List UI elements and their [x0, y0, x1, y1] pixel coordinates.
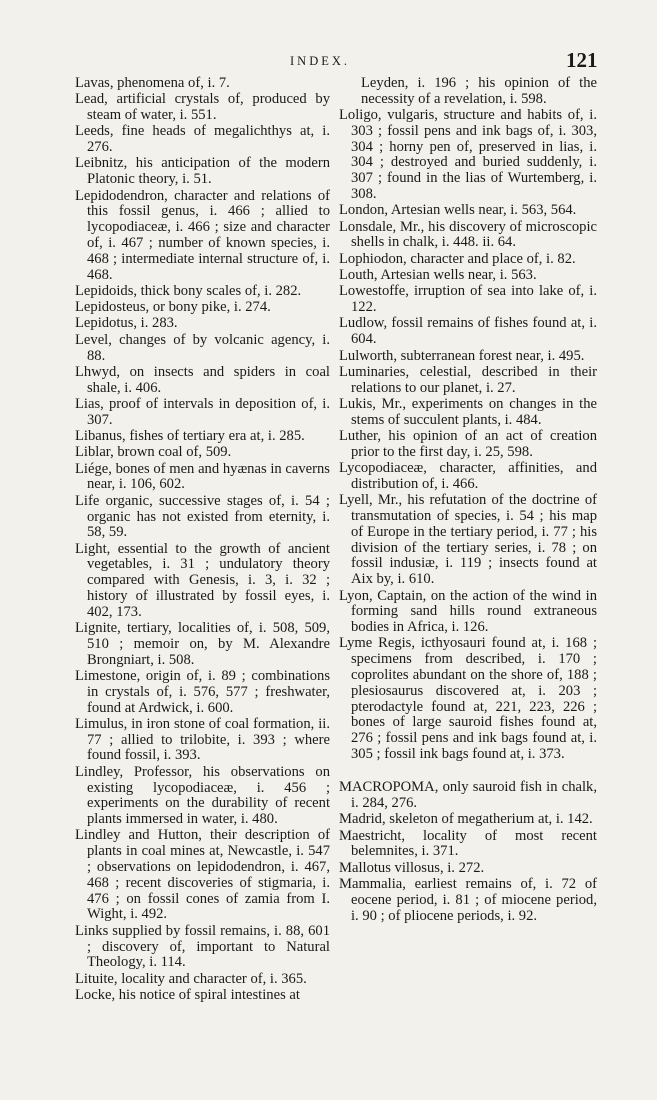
index-entry: Level, changes of by volcanic agency, i. 88.	[75, 331, 330, 364]
index-entry: Lignite, tertiary, localities of, i. 508, 509, 510 ; memoir on, by M. Alexandre Brongniart, i. 508.	[75, 620, 330, 668]
index-entry: Limulus, in iron stone of coal formation, ii. 77 ; allied to trilobite, i. 393 ; where found fossil, i. 393.	[75, 715, 330, 764]
index-entry: Mammalia, earliest remains of, i. 72 of eocene period, i. 81 ; of miocene period, i. 90 ; of pliocene periods, i. 92.	[339, 876, 597, 924]
index-column-right	[339, 76, 597, 925]
index-entry: Louth, Artesian wells near, i. 563.	[339, 267, 537, 284]
index-entry: Lophiodon, character and place of, i. 82.	[339, 250, 576, 267]
index-entry: Leibnitz, his anticipation of the modern Platonic theory, i. 51.	[75, 155, 330, 188]
index-entry: Lead, artificial crystals of, produced by steam of water, i. 551.	[75, 91, 330, 124]
index-entry: Luther, his opinion of an act of creation prior to the first day, i. 25, 598.	[339, 428, 597, 460]
index-entry: Lepidodendron, character and relations of this fossil genus, i. 466 ; allied to lycopodiaceæ, i. 466 ; size and character of, i. 467 ; number of known species, i. 468 ; intermediate internal structure of, i. 468.	[75, 187, 330, 283]
running-head: INDEX.	[290, 54, 351, 68]
index-entry: Lycopodiaceæ, character, affinities, and distribution of, i. 466.	[339, 460, 597, 492]
page-number: 121	[566, 48, 598, 72]
index-entry: Madrid, skeleton of megatherium at, i. 142.	[339, 811, 593, 828]
index-entry: Life organic, successive stages of, i. 54 ; organic has not existed from eternity, i. 58, 59.	[75, 492, 330, 541]
index-entry: Light, essential to the growth of ancient vegetables, i. 31 ; undulatory theory compared with Genesis, i. 3, i. 32 ; history of illustrated by fossil eyes, i. 402, 173.	[75, 540, 330, 620]
index-entry: Lias, proof of intervals in deposition of, i. 307.	[75, 395, 330, 428]
index-entry: Lindley, Professor, his observations on existing lycopodiaceæ, i. 456 ; experiments on the durability of recent plants immersed in water, i. 480.	[75, 763, 330, 828]
index-entry: Lepidosteus, or bony pike, i. 274.	[75, 299, 271, 316]
index-entry: Lepidoids, thick bony scales of, i. 282.	[75, 282, 302, 299]
index-entry: Lepidotus, i. 283.	[75, 315, 178, 332]
index-entry: Lonsdale, Mr., his discovery of microscopic shells in chalk, i. 448. ii. 64.	[339, 218, 597, 251]
index-entry: Ludlow, fossil remains of fishes found at, i. 604.	[339, 315, 597, 348]
index-entry: Loligo, vulgaris, structure and habits of, i. 303 ; fossil pens and ink bags of, i. 303, 304 ; horny pen of, preserved in lias, i. 304 ; destroyed and buried suddenly, i. 307 ; found in the lias of Wurtemberg, i. 308.	[339, 107, 597, 203]
index-entry: Mallotus villosus, i. 272.	[339, 859, 485, 876]
index-entry: MACROPOMA, only sauroid fish in chalk, i. 284, 276.	[339, 779, 597, 812]
index-entry: Limestone, origin of, i. 89 ; combinations in crystals of, i. 576, 577 ; freshwater, found at Ardwick, i. 600.	[75, 667, 330, 716]
index-entry: Luminaries, celestial, described in their relations to our planet, i. 27.	[339, 363, 597, 396]
index-entry: Leeds, fine heads of megalichthys at, i. 276.	[75, 123, 330, 156]
index-entry: Maestricht, locality of most recent belemnites, i. 371.	[339, 827, 597, 860]
index-entry: Liége, bones of men and hyænas in caverns near, i. 106, 602.	[75, 460, 330, 493]
index-entry: Links supplied by fossil remains, i. 88, 601 ; discovery of, important to Natural Theology, i. 114.	[75, 922, 330, 971]
index-entry: Lituite, locality and character of, i. 365.	[75, 970, 307, 987]
index-entry: Liblar, brown coal of, 509.	[75, 444, 232, 461]
index-entry: London, Artesian wells near, i. 563, 564.	[339, 202, 577, 219]
section-gap	[339, 763, 597, 780]
index-entry: Libanus, fishes of tertiary era at, i. 285.	[75, 428, 305, 445]
index-entry: Lyon, Captain, on the action of the wind in forming sand hills round extraneous bodies in Africa, i. 126.	[339, 587, 597, 636]
index-entry: Locke, his notice of spiral intestines at	[75, 986, 300, 1003]
index-entry-continued: Leyden, i. 196 ; his opinion of the necessity of a revelation, i. 598.	[361, 75, 597, 107]
index-entry: Lindley and Hutton, their description of plants in coal mines at, Newcastle, i. 547 ; observations on lepidodendron, i. 467, 468 ; recent discoveries of stigmaria, i. 476 ; on fossil cones of zamia from I. Wight, i. 492.	[75, 827, 330, 923]
index-entry: Lukis, Mr., experiments on changes in the stems of succulent plants, i. 484.	[339, 395, 597, 428]
index-column-left	[75, 76, 330, 1004]
index-entry: Lyme Regis, icthyosauri found at, i. 168 ; specimens from described, i. 170 ; coprolites abundant on the shore of, 188 ; plesiosaurus discovered at, i. 203 ; pterodactyle found at, 221, 223, 226 ; bones of large sauroid fishes found at, 276 ; fossil pens and ink bags found at, i. 305 ; fossil ink bags found at, i. 373.	[339, 635, 597, 762]
index-entry: Lyell, Mr., his refutation of the doctrine of transmutation of species, i. 54 ; his map of Europe in the tertiary period, i. 77 ; his division of the tertiary series, i. 78 ; on fossil indusiæ, i. 119 ; insects found at Aix by, i. 610.	[339, 492, 597, 588]
index-entry: Lhwyd, on insects and spiders in coal shale, i. 406.	[75, 363, 330, 396]
index-entry: Lavas, phenomena of, i. 7.	[75, 75, 230, 91]
index-entry: Lowestoffe, irruption of sea into lake of, i. 122.	[339, 283, 597, 316]
index-entry: Lulworth, subterranean forest near, i. 495.	[339, 347, 585, 364]
